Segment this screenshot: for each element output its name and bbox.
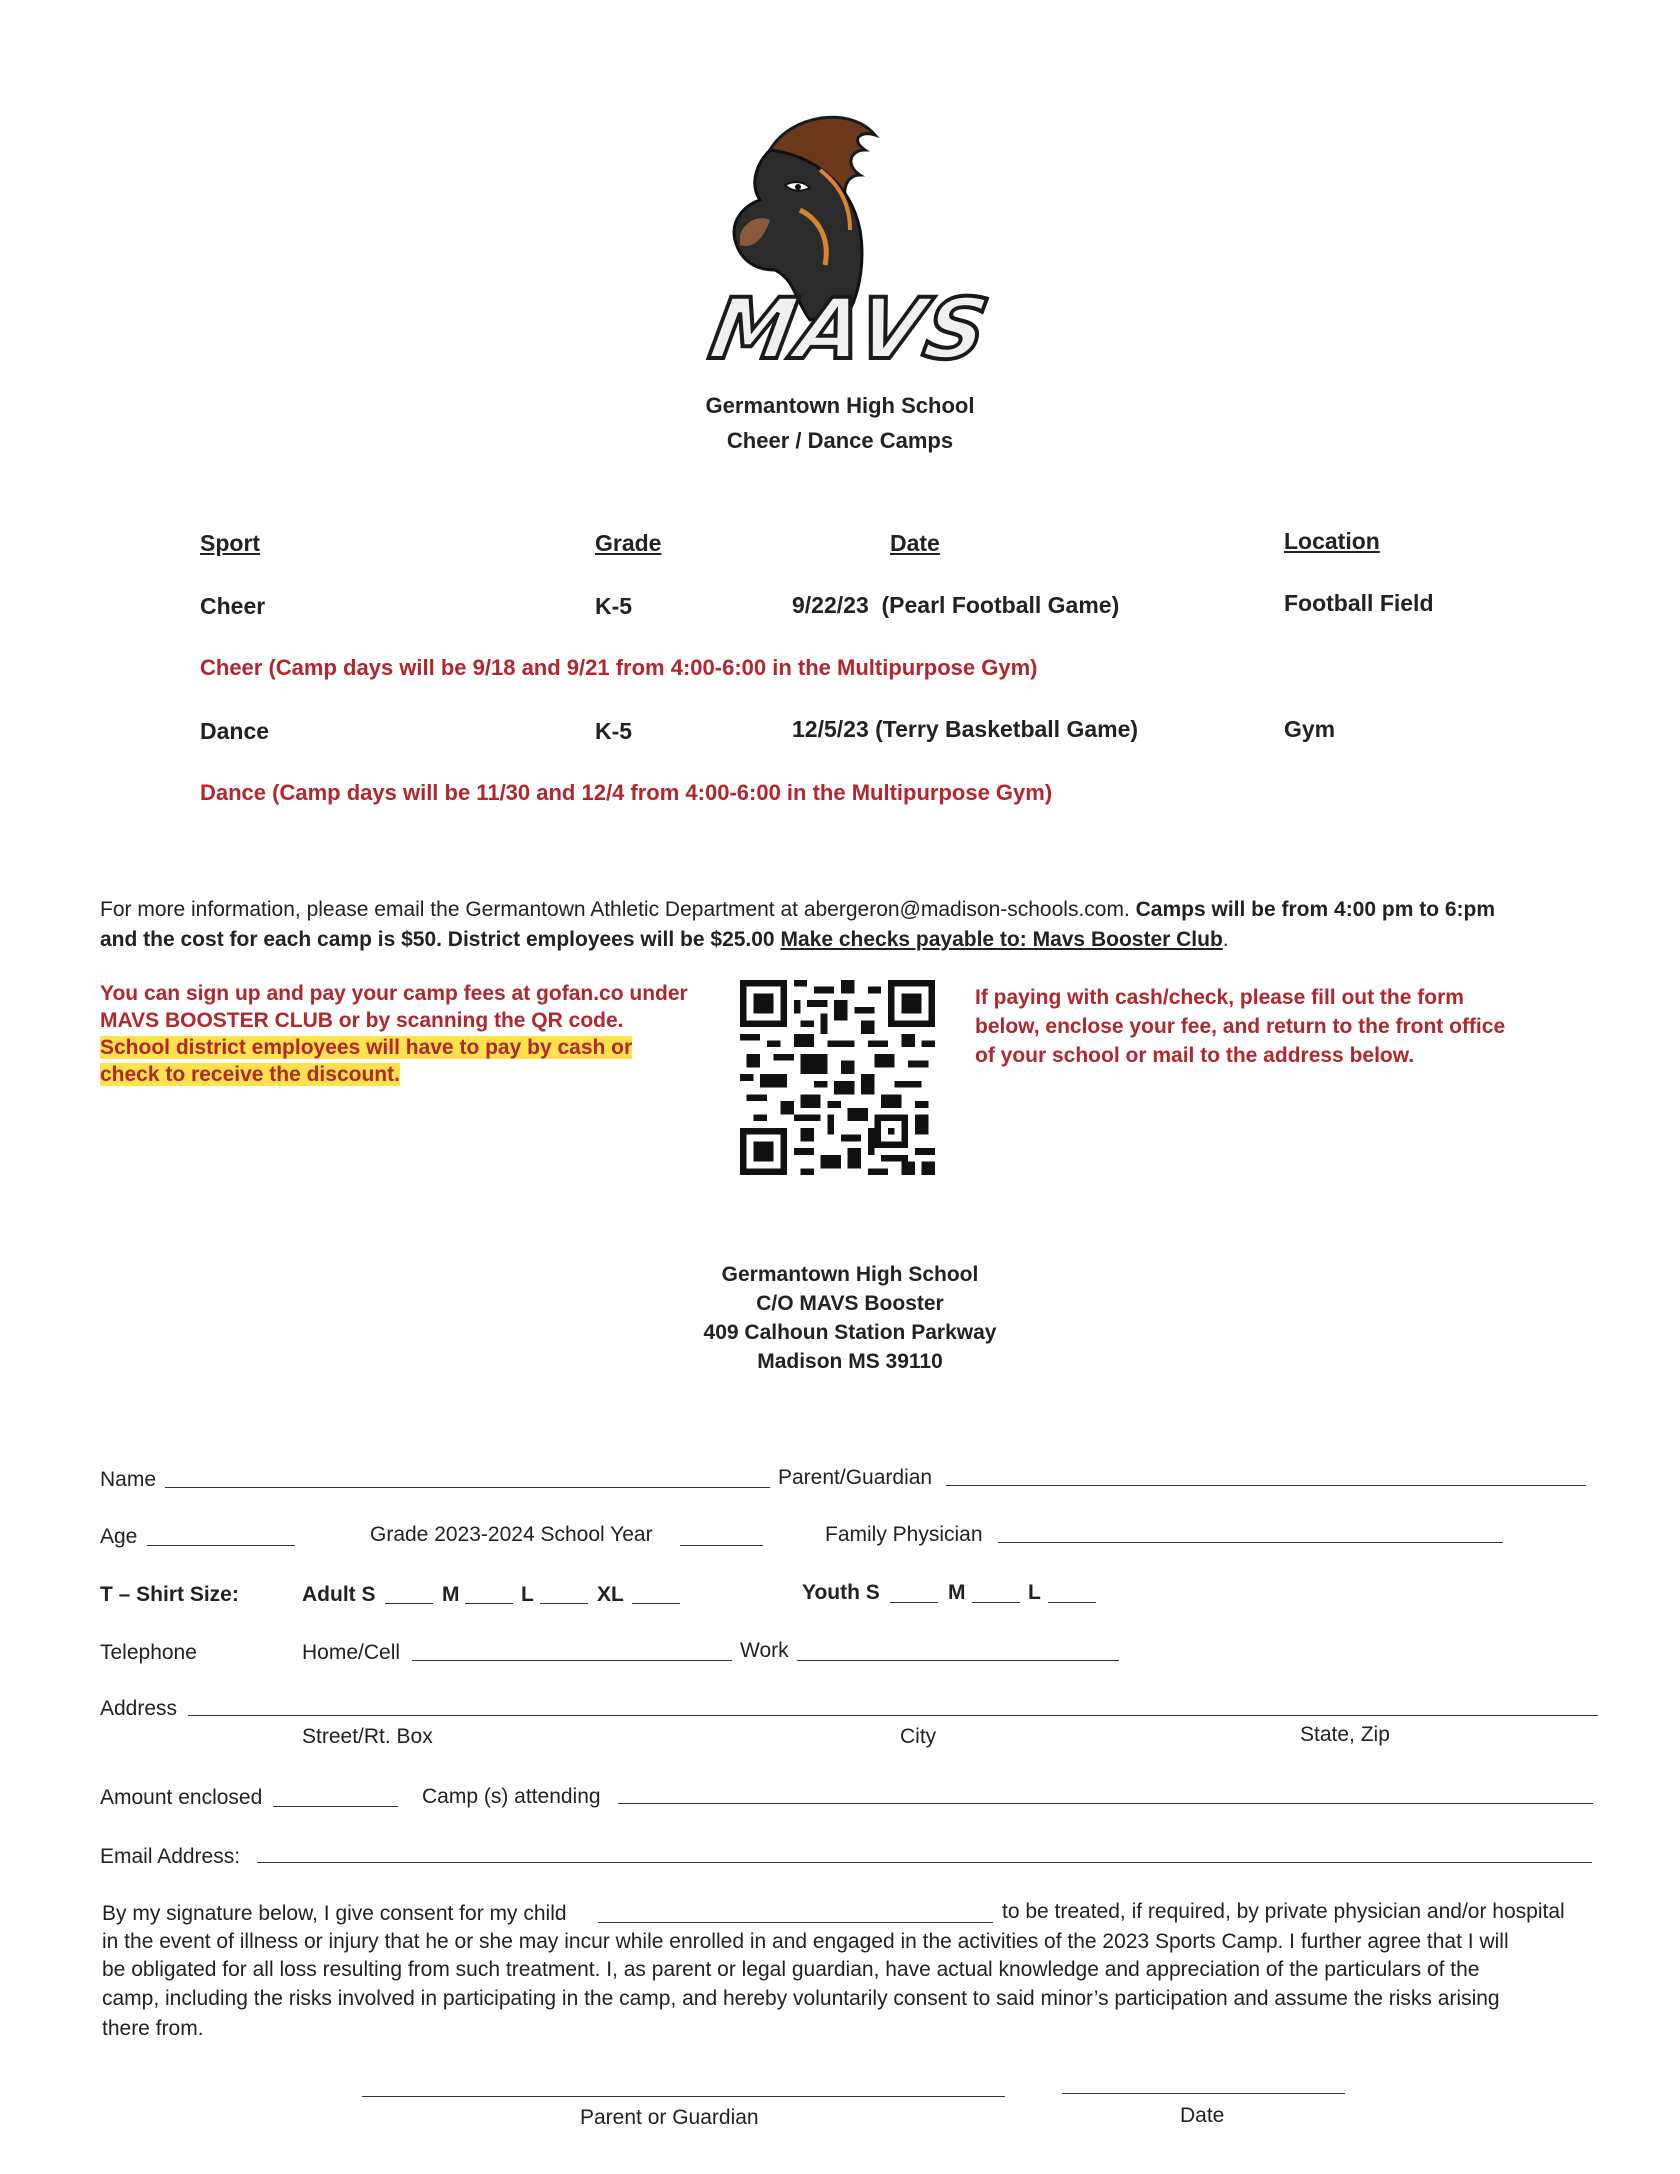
grade-field[interactable] bbox=[680, 1545, 763, 1546]
statezip-sublabel: State, Zip bbox=[1300, 1723, 1390, 1746]
address-line2: C/O MAVS Booster bbox=[756, 1292, 944, 1315]
parent-signature-label: Parent or Guardian bbox=[580, 2106, 759, 2129]
youth-l-field[interactable] bbox=[1048, 1602, 1096, 1603]
info-paragraph bbox=[100, 895, 1600, 955]
email-label: Email Address: bbox=[100, 1845, 241, 1868]
col-header-grade: Grade bbox=[595, 530, 662, 556]
signature-date-field[interactable] bbox=[1062, 2093, 1345, 2094]
parent-field[interactable] bbox=[946, 1485, 1586, 1486]
camps-field[interactable] bbox=[618, 1803, 1593, 1804]
homecell-field[interactable] bbox=[412, 1660, 732, 1661]
qr-code[interactable] bbox=[740, 980, 935, 1175]
col-header-date: Date bbox=[890, 530, 940, 556]
consent-line4: camp, including the risks involved in participating in the camp, and hereby voluntarily consent to said minor’s participation and assume the risks arising bbox=[102, 1987, 1500, 2010]
email-field[interactable] bbox=[257, 1862, 1592, 1863]
row-dance-date: 12/5/23 (Terry Basketball Game) bbox=[792, 716, 1139, 742]
logo-text: MAVS bbox=[703, 280, 997, 378]
adult-l-label: L bbox=[521, 1583, 534, 1606]
tshirt-label: T – Shirt Size: bbox=[100, 1583, 239, 1606]
col-header-sport: Sport bbox=[200, 530, 261, 556]
qr-code-icon bbox=[740, 980, 935, 1175]
info-cost: and the cost for each camp is $50. District employees will be $25.00 bbox=[100, 928, 775, 951]
row-dance-location: Gym bbox=[1284, 716, 1336, 742]
row-cheer-grade: K-5 bbox=[595, 593, 633, 619]
work-label: Work bbox=[740, 1639, 789, 1662]
right-notice-line3: of your school or mail to the address below. bbox=[975, 1044, 1415, 1067]
street-sublabel: Street/Rt. Box bbox=[302, 1725, 433, 1748]
physician-label: Family Physician bbox=[825, 1523, 983, 1546]
name-field[interactable] bbox=[165, 1487, 770, 1488]
camps-label: Camp (s) attending bbox=[422, 1785, 601, 1808]
youth-s-field[interactable] bbox=[890, 1602, 938, 1603]
physician-field[interactable] bbox=[998, 1542, 1503, 1543]
right-notice bbox=[975, 983, 1505, 1070]
adult-m-field[interactable] bbox=[465, 1603, 513, 1604]
info-checks-payable: Make checks payable to: Mavs Booster Club bbox=[780, 928, 1223, 951]
left-notice bbox=[100, 980, 688, 1088]
city-sublabel: City bbox=[900, 1725, 937, 1748]
address-field[interactable] bbox=[188, 1715, 1598, 1716]
work-field[interactable] bbox=[797, 1660, 1119, 1661]
parent-signature-field[interactable] bbox=[362, 2096, 1005, 2097]
right-notice-line2: below, enclose your fee, and return to the front office bbox=[975, 1015, 1506, 1038]
info-period: . bbox=[1222, 928, 1229, 951]
signature-date-label: Date bbox=[1180, 2104, 1225, 2127]
adult-s-field[interactable] bbox=[385, 1603, 433, 1604]
youth-s-label: Youth S bbox=[802, 1581, 880, 1604]
consent-line1b: to be treated, if required, by private physician and/or hospital bbox=[1002, 1900, 1565, 1923]
info-camp-hours: Camps will be from 4:00 pm to 6:pm bbox=[1135, 898, 1496, 921]
adult-m-label: M bbox=[442, 1583, 460, 1606]
adult-xl-field[interactable] bbox=[632, 1603, 680, 1604]
address-line1: Germantown High School bbox=[721, 1263, 979, 1286]
amount-field[interactable] bbox=[273, 1806, 398, 1807]
address-line4: Madison MS 39110 bbox=[757, 1350, 943, 1373]
child-name-field[interactable] bbox=[598, 1922, 993, 1923]
row-dance-grade: K-5 bbox=[595, 718, 633, 744]
row-cheer-location: Football Field bbox=[1284, 590, 1434, 616]
mavs-logo bbox=[700, 110, 1000, 390]
col-header-location: Location bbox=[1284, 528, 1380, 554]
info-line1: For more information, please email the Germantown Athletic Department at abergeron@madison-schools.com. bbox=[100, 898, 1130, 921]
youth-m-label: M bbox=[948, 1581, 966, 1604]
row-dance-sport: Dance bbox=[200, 718, 270, 744]
grade-label: Grade 2023-2024 School Year bbox=[370, 1523, 653, 1546]
page-subtitle: Cheer / Dance Camps bbox=[726, 428, 954, 453]
left-notice-line2: MAVS BOOSTER CLUB or by scanning the QR code. bbox=[100, 1009, 624, 1032]
adult-xl-label: XL bbox=[597, 1583, 624, 1606]
age-field[interactable] bbox=[147, 1545, 295, 1546]
amount-label: Amount enclosed bbox=[100, 1786, 263, 1809]
row-cheer-sport: Cheer bbox=[200, 593, 266, 619]
consent-line1a: By my signature below, I give consent for my child bbox=[102, 1902, 567, 1925]
adult-s-label: Adult S bbox=[302, 1583, 376, 1606]
age-label: Age bbox=[100, 1525, 138, 1548]
consent-line2: in the event of illness or injury that he or she may incur while enrolled in and engaged in the activities of the 2023 Sports Camp. I further agree that I will bbox=[102, 1930, 1509, 1953]
mailing-address bbox=[0, 1260, 1680, 1376]
name-label: Name bbox=[100, 1468, 157, 1491]
consent-line3: be obligated for all loss resulting from such treatment. I, as parent or legal guardian, have actual knowledge and appreciation of the particulars of the bbox=[102, 1958, 1480, 1981]
employee-notice-line2: check to receive the discount. bbox=[100, 1063, 400, 1086]
row-dance-note: Dance (Camp days will be 11/30 and 12/4 from 4:00-6:00 in the Multipurpose Gym) bbox=[200, 780, 1053, 805]
row-cheer-date: 9/22/23 (Pearl Football Game) bbox=[792, 592, 1120, 618]
left-notice-line1: You can sign up and pay your camp fees at gofan.co under bbox=[100, 982, 688, 1005]
right-notice-line1: If paying with cash/check, please fill out the form bbox=[975, 986, 1464, 1009]
address-line3: 409 Calhoun Station Parkway bbox=[703, 1321, 997, 1344]
adult-l-field[interactable] bbox=[540, 1603, 588, 1604]
parent-label: Parent/Guardian bbox=[778, 1466, 933, 1489]
row-cheer-note: Cheer (Camp days will be 9/18 and 9/21 from 4:00-6:00 in the Multipurpose Gym) bbox=[200, 655, 1038, 680]
consent-line5: there from. bbox=[102, 2017, 204, 2040]
address-label: Address bbox=[100, 1697, 178, 1720]
telephone-label: Telephone bbox=[100, 1641, 197, 1664]
youth-l-label: L bbox=[1028, 1581, 1041, 1604]
youth-m-field[interactable] bbox=[972, 1602, 1020, 1603]
homecell-label: Home/Cell bbox=[302, 1641, 401, 1664]
school-title: Germantown High School bbox=[705, 393, 975, 418]
employee-notice-line1: School district employees will have to pay by cash or bbox=[100, 1036, 633, 1059]
